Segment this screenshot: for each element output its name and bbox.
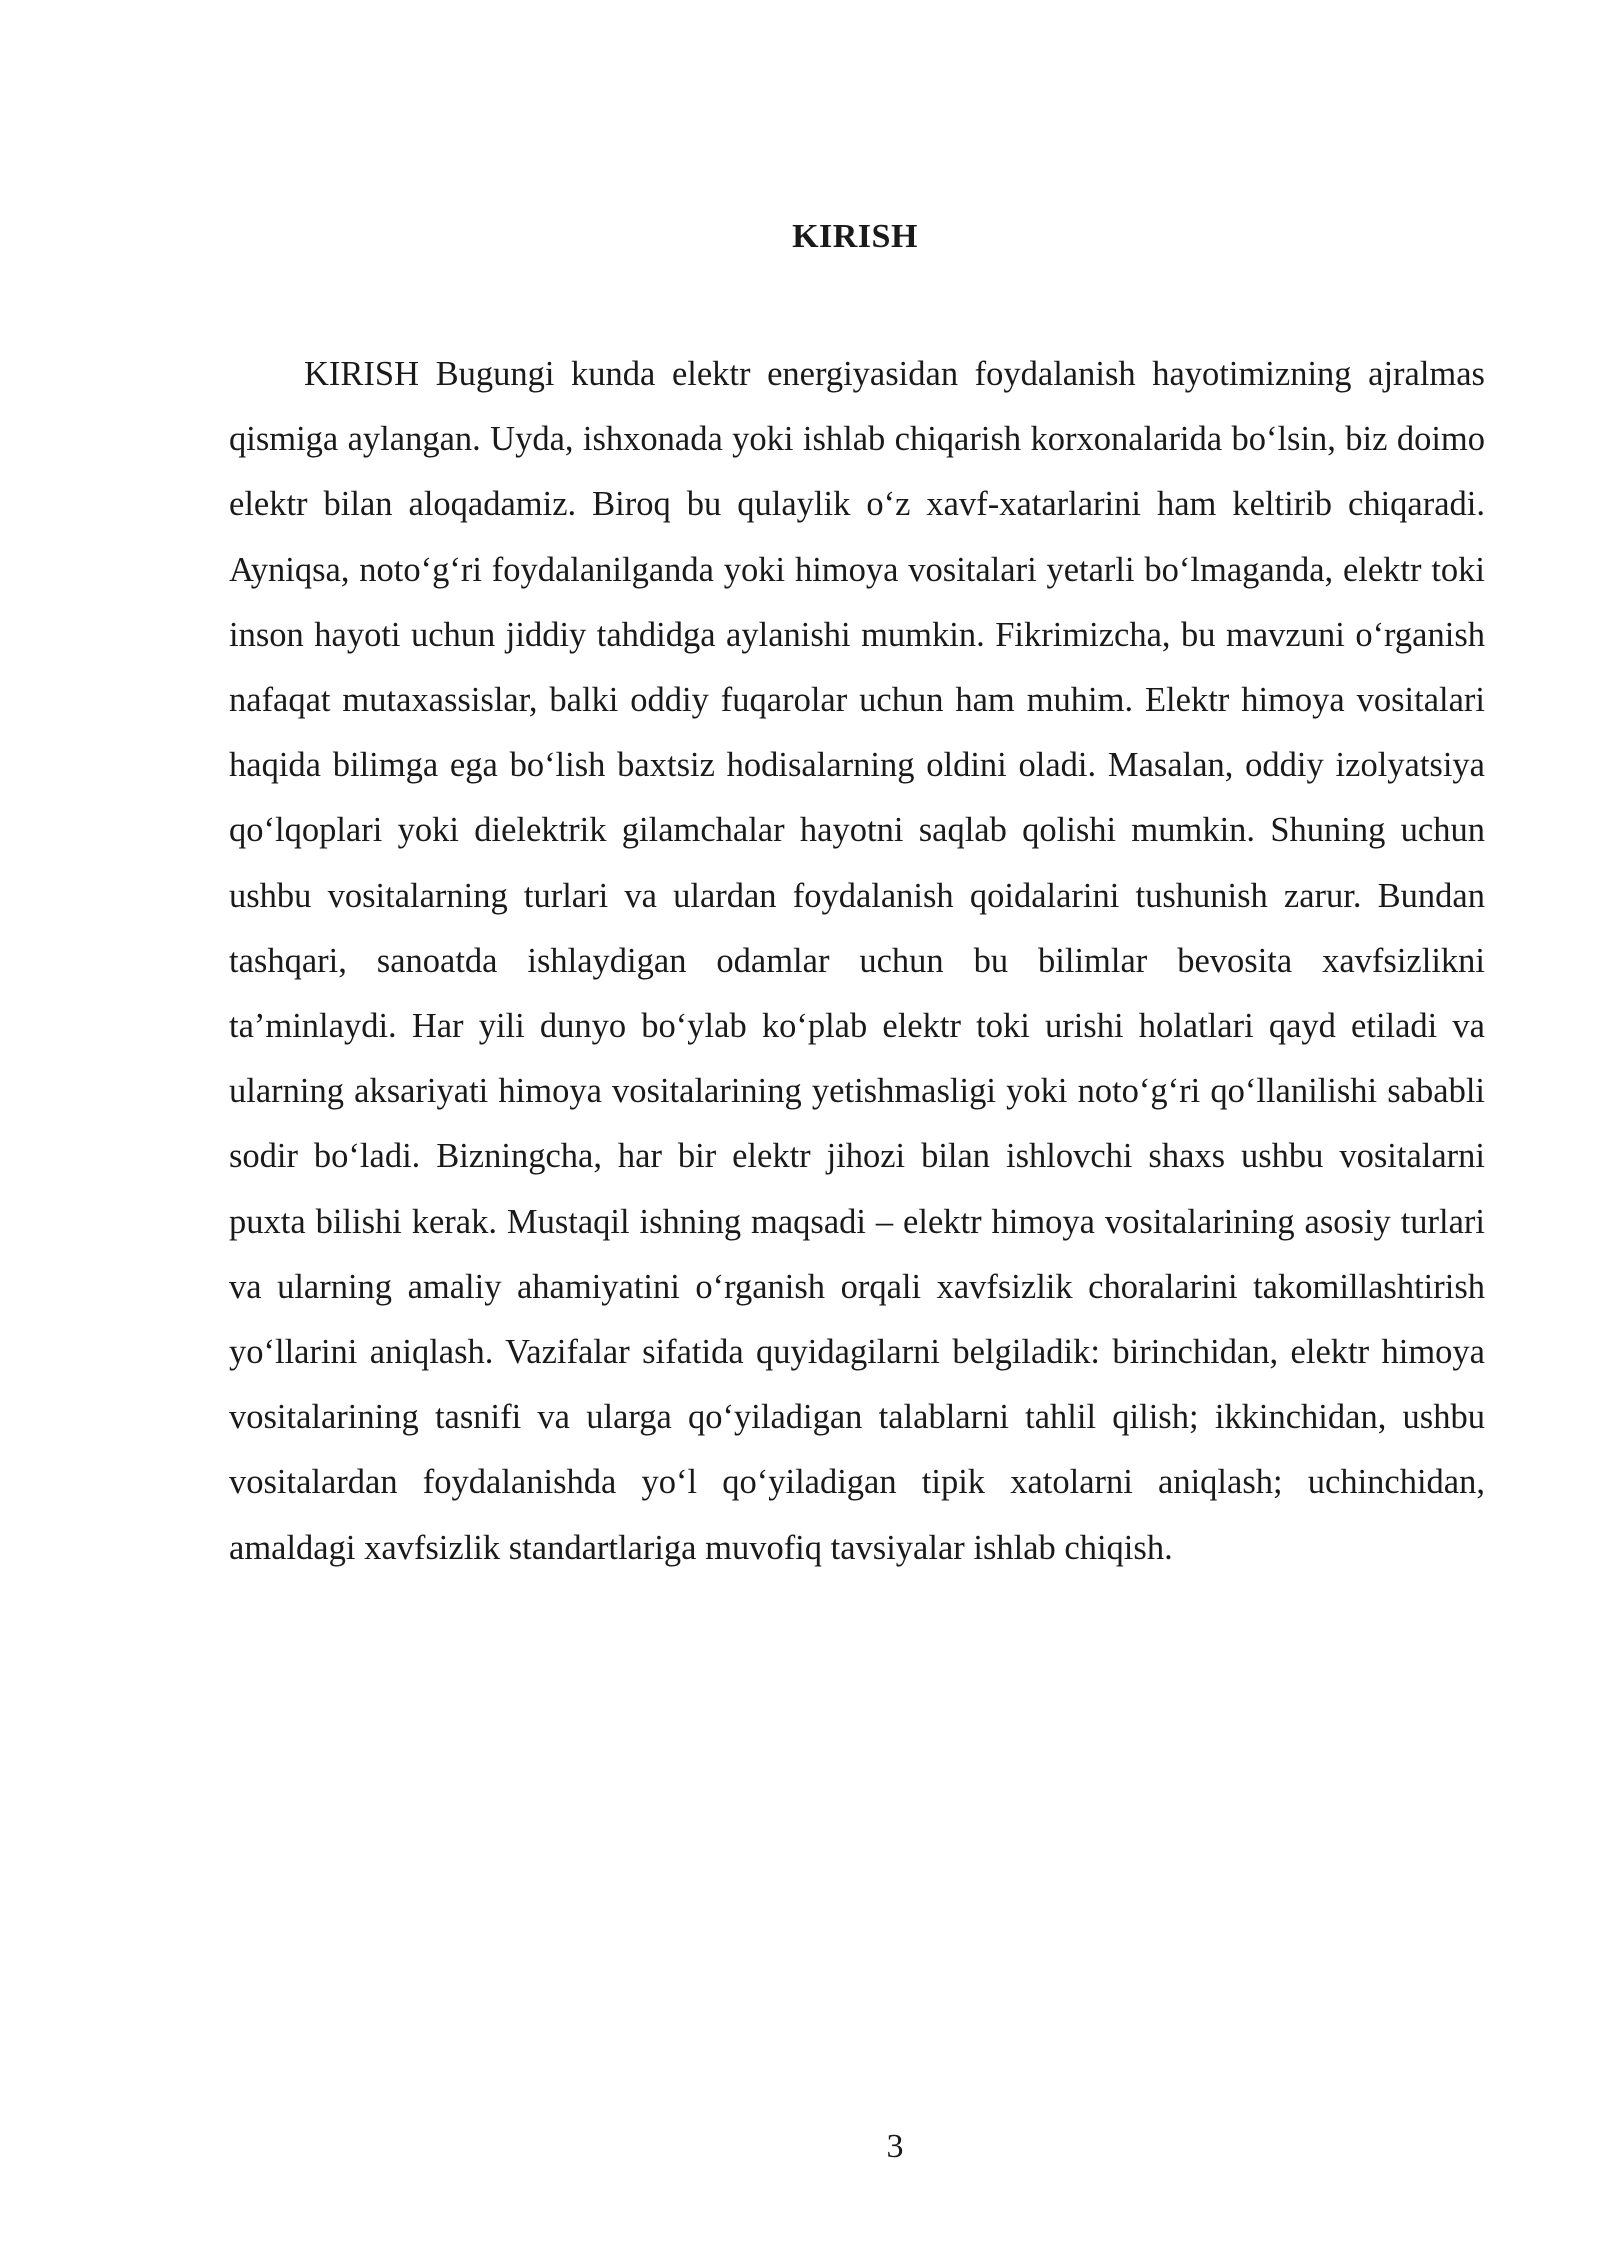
page-number: 3 — [886, 2128, 904, 2165]
section-heading: KIRISH — [792, 218, 918, 255]
body-paragraph: KIRISH Bugungi kunda elektr energiyasidan foydalanish hayotimizning ajralmas qismiga aylangan. Uyda, ishxonada yoki ishlab chiqarish korxonalarida bo‘lsin, biz doimo elektr bilan aloqadamiz. Biroq bu qulaylik o‘z xavf-xatarlarini ham keltirib chiqaradi. Ayniqsa, noto‘g‘ri foydalanilganda yoki himoya vositalari yetarli bo‘lmaganda, elektr toki inson hayoti uchun jiddiy tahdidga aylanishi mumkin. Fikrimizcha, bu mavzuni o‘rganish nafaqat mutaxassislar, balki oddiy fuqarolar uchun ham muhim. Elektr himoya vositalari haqida bilimga ega bo‘lish baxtsiz hodisalarning oldini oladi. Masalan, oddiy izolyatsiya qo‘lqoplari yoki dielektrik gilamchalar hayotni saqlab qolishi mumkin. Shuning uchun ushbu vositalarning turlari va ulardan foydalanish qoidalarini tushunish zarur. Bundan tashqari, sanoatda ishlaydigan odamlar uchun bu bilimlar bevosita xavfsizlikni ta’minlaydi. Har yili dunyo bo‘ylab ko‘plab elektr toki urishi holatlari qayd etiladi va ularning aksariyati himoya vositalarining yetishmasligi yoki noto‘g‘ri qo‘llanilishi sababli sodir bo‘ladi. Bizningcha, har bir elektr jihozi bilan ishlovchi shaxs ushbu vositalarni puxta bilishi kerak. Mustaqil ishning maqsadi – elektr himoya vositalarining asosiy turlari va ularning amaliy ahamiyatini o‘rganish orqali xavfsizlik choralarini takomillashtirish yo‘llarini aniqlash. Vazifalar sifatida quyidagilarni belgiladik: birinchidan, elektr himoya vositalarining tasnifi va ularga qo‘yiladigan talablarni tahlil qilish; ikkinchidan, ushbu vositalardan foydalanishda yo‘l qo‘yiladigan tipik xatolarni aniqlash; uchinchidan, amaldagi xavfsizlik standartlariga muvofiq tavsiyalar ishlab chiqish. — [229, 355, 1485, 1567]
